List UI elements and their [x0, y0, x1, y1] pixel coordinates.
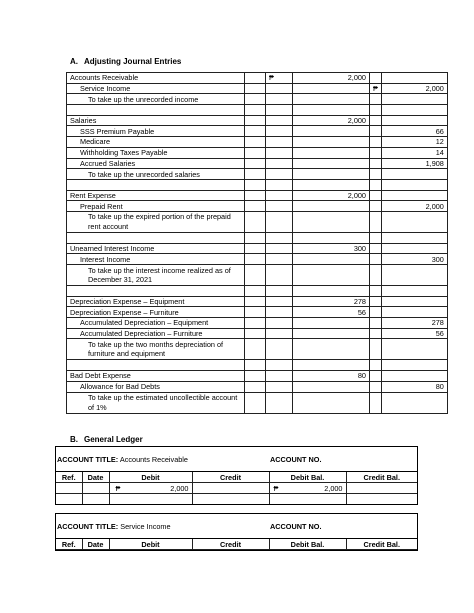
debit-cell: [109, 483, 192, 494]
credit-symbol-cell: [370, 318, 382, 329]
debit-symbol-cell: [266, 137, 293, 148]
peso-symbol: ₱: [273, 483, 279, 493]
empty-cell: [293, 105, 370, 116]
debit-symbol-cell: [266, 318, 293, 329]
debit-cell: 56: [293, 307, 370, 318]
journal-separator-row: [67, 286, 448, 297]
ref-cell: [56, 494, 82, 505]
empty-cell: [245, 328, 266, 339]
account-cell: Salaries: [67, 115, 245, 126]
debit-bal-cell: [269, 483, 346, 494]
empty-cell: [67, 232, 245, 243]
account-cell: Prepaid Rent: [67, 201, 245, 212]
account-cell: Medicare: [67, 137, 245, 148]
empty-cell: [245, 360, 266, 371]
debit-cell: [293, 147, 370, 158]
ledger-row: [56, 494, 417, 505]
debit-symbol-cell: [266, 158, 293, 169]
col-credit-bal: Credit Bal.: [346, 539, 417, 550]
col-debit: Debit: [109, 539, 192, 550]
journal-row: [67, 296, 448, 307]
empty-cell: [245, 94, 266, 105]
debit-symbol-cell: [266, 392, 293, 413]
credit-symbol-cell: [370, 339, 382, 360]
credit-cell: [381, 339, 447, 360]
empty-cell: [245, 201, 266, 212]
empty-cell: [245, 339, 266, 360]
account-cell: Depreciation Expense – Equipment: [67, 296, 245, 307]
credit-bal-cell: [346, 494, 417, 505]
journal-explanation-row: [67, 211, 448, 232]
account-cell: Bad Debt Expense: [67, 371, 245, 382]
credit-symbol-cell: [370, 73, 382, 84]
credit-symbol-cell: [370, 243, 382, 254]
section-a-title: [70, 57, 181, 66]
empty-cell: [381, 232, 447, 243]
col-debit: Debit: [109, 472, 192, 483]
account-cell: SSS Premium Payable: [67, 126, 245, 137]
credit-cell: [381, 115, 447, 126]
credit-cell: [381, 169, 447, 180]
journal-explanation-row: [67, 169, 448, 180]
debit-symbol-cell: [266, 115, 293, 126]
debit-bal-value: 2,000: [324, 483, 343, 493]
empty-cell: [245, 73, 266, 84]
credit-cell: 14: [381, 147, 447, 158]
debit-cell: [293, 392, 370, 413]
ledger-header-row: [56, 539, 417, 550]
empty-cell: [381, 179, 447, 190]
journal-row: [67, 243, 448, 254]
empty-cell: [245, 147, 266, 158]
journal-explanation-row: [67, 392, 448, 413]
journal-row: [67, 307, 448, 318]
debit-cell: [293, 381, 370, 392]
empty-cell: [245, 137, 266, 148]
account-title-label: ACCOUNT TITLE:: [57, 521, 119, 531]
journal-explanation-row: [67, 265, 448, 286]
col-debit-bal: Debit Bal.: [269, 539, 346, 550]
date-cell: [82, 494, 109, 505]
col-ref: Ref.: [56, 472, 82, 483]
credit-symbol-cell: [370, 201, 382, 212]
empty-cell: [245, 232, 266, 243]
journal-explanation-row: [67, 94, 448, 105]
account-title-value: Service Income: [120, 521, 171, 531]
explanation-cell: To take up the unrecorded income: [67, 94, 245, 105]
empty-cell: [245, 318, 266, 329]
credit-symbol-cell: [370, 94, 382, 105]
section-a-letter: A.: [70, 57, 78, 66]
section-a-heading: Adjusting Journal Entries: [84, 57, 182, 66]
debit-cell: [293, 339, 370, 360]
account-cell: Withholding Taxes Payable: [67, 147, 245, 158]
empty-cell: [245, 83, 266, 94]
empty-cell: [381, 360, 447, 371]
section-b-letter: B.: [70, 435, 78, 444]
credit-cell: 1,908: [381, 158, 447, 169]
debit-symbol-cell: [266, 254, 293, 265]
col-ref: Ref.: [56, 539, 82, 550]
col-credit-bal: Credit Bal.: [346, 472, 417, 483]
empty-cell: [245, 243, 266, 254]
empty-cell: [245, 381, 266, 392]
explanation-cell: To take up the expired portion of the prepaid rent account: [67, 211, 245, 232]
credit-cell: 2,000: [381, 201, 447, 212]
debit-symbol-cell: [266, 201, 293, 212]
journal-row: [67, 190, 448, 201]
empty-cell: [293, 286, 370, 297]
account-cell: Accrued Salaries: [67, 158, 245, 169]
empty-cell: [245, 307, 266, 318]
explanation-cell: To take up the estimated uncollectible account of 1%: [67, 392, 245, 413]
credit-symbol-cell: ₱: [370, 83, 382, 94]
empty-cell: [67, 105, 245, 116]
account-title: [56, 522, 270, 531]
empty-cell: [245, 265, 266, 286]
credit-symbol-cell: [370, 328, 382, 339]
account-cell: Depreciation Expense – Furniture: [67, 307, 245, 318]
credit-symbol-cell: [370, 265, 382, 286]
credit-cell: [381, 392, 447, 413]
section-b-heading: General Ledger: [84, 435, 143, 444]
journal-row: [67, 371, 448, 382]
empty-cell: [370, 179, 382, 190]
account-title: [56, 455, 270, 464]
debit-symbol-cell: [266, 381, 293, 392]
account-cell: Accumulated Depreciation – Furniture: [67, 328, 245, 339]
debit-cell: 2,000: [293, 115, 370, 126]
empty-cell: [245, 169, 266, 180]
col-credit: Credit: [192, 472, 269, 483]
credit-cell: [381, 73, 447, 84]
debit-symbol-cell: [266, 190, 293, 201]
credit-symbol-cell: [370, 392, 382, 413]
journal-separator-row: [67, 179, 448, 190]
empty-cell: [370, 286, 382, 297]
account-no-label: ACCOUNT NO.: [270, 454, 322, 464]
debit-cell: 2,000: [293, 73, 370, 84]
credit-cell: [381, 211, 447, 232]
debit-symbol-cell: ₱: [266, 73, 293, 84]
credit-symbol-cell: [370, 307, 382, 318]
credit-cell: 278: [381, 318, 447, 329]
explanation-cell: To take up the unrecorded salaries: [67, 169, 245, 180]
col-debit-bal: Debit Bal.: [269, 472, 346, 483]
col-date: Date: [82, 472, 109, 483]
journal-row: [67, 83, 448, 94]
debit-cell: [293, 137, 370, 148]
ledger-accounts-receivable: [55, 446, 418, 505]
empty-cell: [293, 232, 370, 243]
credit-cell: [192, 494, 269, 505]
journal-row: [67, 115, 448, 126]
empty-cell: [293, 179, 370, 190]
ledger-header: [56, 447, 417, 472]
credit-cell: 12: [381, 137, 447, 148]
debit-cell: 2,000: [293, 190, 370, 201]
debit-symbol-cell: [266, 339, 293, 360]
journal-row: [67, 318, 448, 329]
empty-cell: [293, 360, 370, 371]
credit-cell: [381, 296, 447, 307]
debit-cell: [293, 201, 370, 212]
ledger-header: [56, 514, 417, 539]
debit-symbol-cell: [266, 328, 293, 339]
credit-bal-cell: [346, 483, 417, 494]
credit-cell: [381, 307, 447, 318]
journal-row: [67, 201, 448, 212]
credit-symbol-cell: [370, 115, 382, 126]
journal-row: [67, 73, 448, 84]
journal-row: [67, 158, 448, 169]
account-cell: Service Income: [67, 83, 245, 94]
credit-cell: [381, 243, 447, 254]
debit-symbol-cell: [266, 83, 293, 94]
credit-symbol-cell: [370, 158, 382, 169]
empty-cell: [245, 126, 266, 137]
adjusting-entries-table: [66, 72, 448, 414]
empty-cell: [245, 296, 266, 307]
credit-symbol-cell: [370, 126, 382, 137]
ledger-table: [56, 472, 417, 504]
debit-cell: [293, 328, 370, 339]
debit-value: 2,000: [170, 483, 189, 493]
empty-cell: [245, 254, 266, 265]
empty-cell: [381, 286, 447, 297]
account-cell: Unearned Interest Income: [67, 243, 245, 254]
credit-cell: [381, 371, 447, 382]
account-cell: Interest Income: [67, 254, 245, 265]
debit-cell: [293, 265, 370, 286]
empty-cell: [370, 105, 382, 116]
debit-symbol-cell: [266, 371, 293, 382]
debit-cell: [293, 126, 370, 137]
empty-cell: [245, 190, 266, 201]
ledger-row: [56, 483, 417, 494]
explanation-cell: To take up the interest income realized as of December 31, 2021: [67, 265, 245, 286]
ref-cell: [56, 483, 82, 494]
empty-cell: [245, 392, 266, 413]
debit-cell: [293, 158, 370, 169]
debit-cell: [293, 169, 370, 180]
credit-cell: [381, 94, 447, 105]
debit-symbol-cell: [266, 296, 293, 307]
credit-cell: [192, 483, 269, 494]
journal-row: [67, 328, 448, 339]
credit-symbol-cell: [370, 137, 382, 148]
credit-symbol-cell: [370, 371, 382, 382]
empty-cell: [67, 179, 245, 190]
debit-symbol-cell: [266, 211, 293, 232]
col-date: Date: [82, 539, 109, 550]
debit-symbol-cell: [266, 94, 293, 105]
empty-cell: [370, 360, 382, 371]
journal-separator-row: [67, 105, 448, 116]
debit-bal-cell: [269, 494, 346, 505]
empty-cell: [266, 179, 293, 190]
empty-cell: [245, 105, 266, 116]
account-title-value: Accounts Receivable: [119, 454, 188, 464]
credit-symbol-cell: [370, 169, 382, 180]
ledger-table: [56, 539, 417, 550]
credit-cell: 66: [381, 126, 447, 137]
account-cell: Accounts Receivable: [67, 73, 245, 84]
date-cell: [82, 483, 109, 494]
credit-cell: 2,000: [381, 83, 447, 94]
journal-row: [67, 381, 448, 392]
debit-cell: [109, 494, 192, 505]
empty-cell: [266, 286, 293, 297]
empty-cell: [381, 105, 447, 116]
journal-row: [67, 254, 448, 265]
credit-symbol-cell: [370, 190, 382, 201]
credit-cell: [381, 190, 447, 201]
account-cell: Rent Expense: [67, 190, 245, 201]
section-b-title: [70, 435, 143, 444]
ledger-header-row: [56, 472, 417, 483]
credit-symbol-cell: [370, 147, 382, 158]
credit-cell: 56: [381, 328, 447, 339]
col-credit: Credit: [192, 539, 269, 550]
debit-cell: 80: [293, 371, 370, 382]
empty-cell: [266, 232, 293, 243]
empty-cell: [67, 286, 245, 297]
empty-cell: [67, 360, 245, 371]
debit-cell: [293, 94, 370, 105]
explanation-cell: To take up the two months depreciation of furniture and equipment: [67, 339, 245, 360]
journal-row: [67, 126, 448, 137]
credit-cell: 300: [381, 254, 447, 265]
peso-symbol: ₱: [115, 483, 121, 493]
journal-separator-row: [67, 360, 448, 371]
debit-symbol-cell: [266, 169, 293, 180]
account-no-label: ACCOUNT NO.: [270, 521, 322, 531]
empty-cell: [266, 360, 293, 371]
empty-cell: [266, 105, 293, 116]
debit-symbol-cell: [266, 307, 293, 318]
debit-cell: [293, 254, 370, 265]
credit-cell: 80: [381, 381, 447, 392]
empty-cell: [370, 232, 382, 243]
debit-symbol-cell: [266, 265, 293, 286]
debit-symbol-cell: [266, 243, 293, 254]
credit-cell: [381, 265, 447, 286]
empty-cell: [245, 286, 266, 297]
empty-cell: [245, 179, 266, 190]
journal-separator-row: [67, 232, 448, 243]
account-cell: Allowance for Bad Debts: [67, 381, 245, 392]
credit-symbol-cell: [370, 296, 382, 307]
account-title-label: ACCOUNT TITLE:: [57, 454, 119, 464]
empty-cell: [245, 211, 266, 232]
debit-cell: 300: [293, 243, 370, 254]
journal-row: [67, 147, 448, 158]
journal-row: [67, 137, 448, 148]
empty-cell: [245, 371, 266, 382]
credit-symbol-cell: [370, 211, 382, 232]
empty-cell: [245, 115, 266, 126]
empty-cell: [245, 158, 266, 169]
debit-cell: [293, 211, 370, 232]
adjusting-entries-body: [67, 73, 448, 414]
credit-symbol-cell: [370, 254, 382, 265]
debit-cell: [293, 83, 370, 94]
credit-symbol-cell: [370, 381, 382, 392]
debit-symbol-cell: [266, 126, 293, 137]
account-cell: Accumulated Depreciation – Equipment: [67, 318, 245, 329]
journal-explanation-row: [67, 339, 448, 360]
debit-cell: 278: [293, 296, 370, 307]
debit-cell: [293, 318, 370, 329]
ledger-service-income: [55, 513, 418, 551]
debit-symbol-cell: [266, 147, 293, 158]
